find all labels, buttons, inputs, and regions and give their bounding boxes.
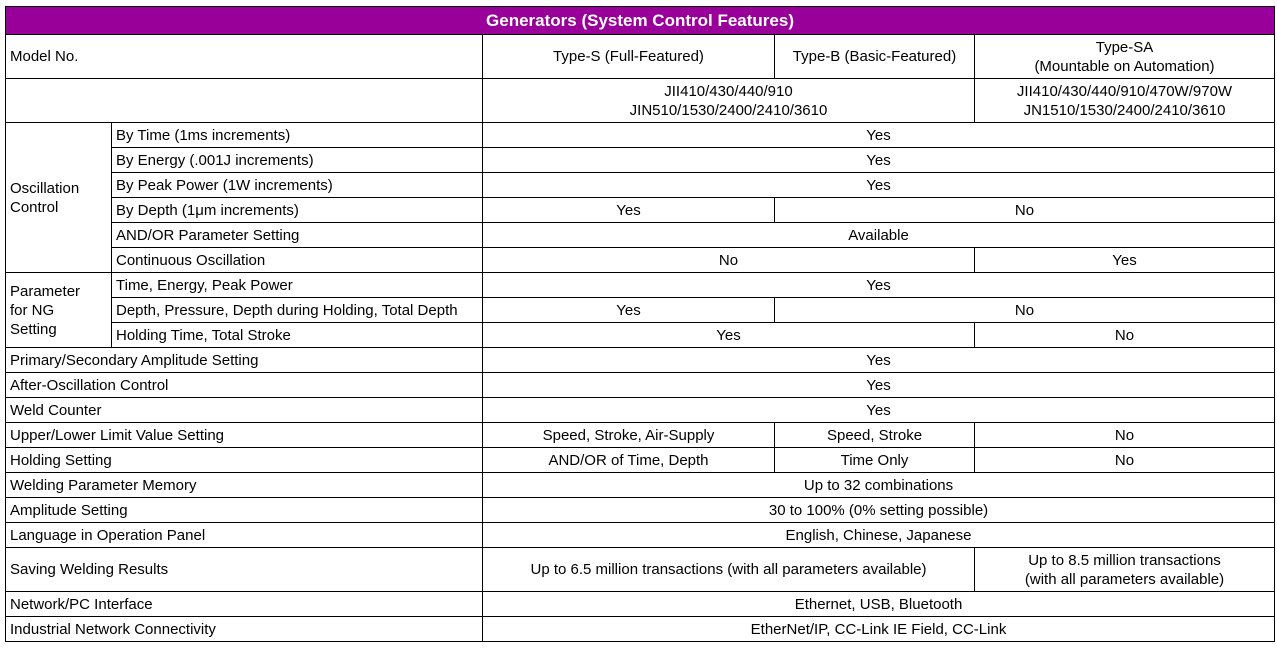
row-label: Language in Operation Panel [6,523,483,548]
row-label: By Peak Power (1W increments) [112,173,483,198]
row-label: By Time (1ms increments) [112,123,483,148]
row-value: EtherNet/IP, CC-Link IE Field, CC-Link [483,617,1275,642]
table-row [6,223,1275,248]
table-row [6,273,1275,298]
models-sa-line2: JN1510/1530/2400/2410/3610 [1023,101,1226,119]
oscillation-group-label [6,123,112,273]
table-row [6,548,1275,592]
row-label: Amplitude Setting [6,498,483,523]
row-value-s-b: Up to 6.5 million transactions (with all parameters available) [483,548,975,592]
table-row [6,523,1275,548]
row-value: 30 to 100% (0% setting possible) [483,498,1275,523]
row-label: AND/OR Parameter Setting [112,223,483,248]
row-label: Depth, Pressure, Depth during Holding, Total Depth [112,298,483,323]
row-value: Yes [483,348,1275,373]
row-value-b: Speed, Stroke [775,423,975,448]
row-label: Welding Parameter Memory [6,473,483,498]
row-label: Continuous Oscillation [112,248,483,273]
row-label: Saving Welding Results [6,548,483,592]
row-value: Yes [483,173,1275,198]
row-value-sa: No [975,323,1275,348]
saving-sa-line2: (with all parameters available) [1024,570,1225,588]
models-s-b [483,79,975,123]
type-s-header: Type-S (Full-Featured) [483,35,775,79]
row-value-s-b: Yes [483,323,975,348]
row-label: Holding Setting [6,448,483,473]
table-row [6,173,1275,198]
row-label: Primary/Secondary Amplitude Setting [6,348,483,373]
row-value-b-sa: No [775,198,1275,223]
header-row [6,35,1275,79]
row-value: Yes [483,273,1275,298]
ng-group-label [6,273,112,348]
row-label: After-Oscillation Control [6,373,483,398]
row-value-sa: No [975,423,1275,448]
row-value-s: AND/OR of Time, Depth [483,448,775,473]
models-sa [975,79,1275,123]
row-value: Yes [483,123,1275,148]
row-value: English, Chinese, Japanese [483,523,1275,548]
table-row [6,323,1275,348]
oscillation-group-line1: Oscillation [10,179,80,197]
row-value-s-b: No [483,248,975,273]
row-value: Yes [483,373,1275,398]
model-no-label: Model No. [6,35,483,79]
table-row [6,498,1275,523]
row-value: Yes [483,398,1275,423]
saving-sa-line1: Up to 8.5 million transactions [1028,551,1221,569]
table-row [6,592,1275,617]
table-row [6,373,1275,398]
spec-table [5,6,1275,642]
row-label: Time, Energy, Peak Power [112,273,483,298]
ng-group-line3: Setting [10,320,57,338]
row-value: Ethernet, USB, Bluetooth [483,592,1275,617]
table-row [6,348,1275,373]
models-empty-cell [6,79,483,123]
ng-group-line1: Parameter [10,282,81,300]
table-row [6,423,1275,448]
row-value: Yes [483,148,1275,173]
table-row [6,123,1275,148]
models-sb-line2: JIN510/1530/2400/2410/3610 [629,101,828,119]
type-b-header: Type-B (Basic-Featured) [775,35,975,79]
table-row [6,448,1275,473]
row-label: By Depth (1μm increments) [112,198,483,223]
row-label: Upper/Lower Limit Value Setting [6,423,483,448]
table-row [6,298,1275,323]
row-label: Holding Time, Total Stroke [112,323,483,348]
row-label: Weld Counter [6,398,483,423]
table-row [6,398,1275,423]
row-value-b: Time Only [775,448,975,473]
row-value-s: Yes [483,298,775,323]
row-value-b-sa: No [775,298,1275,323]
title-row [6,7,1275,35]
row-value-sa: No [975,448,1275,473]
row-value-s: Speed, Stroke, Air-Supply [483,423,775,448]
row-value: Up to 32 combinations [483,473,1275,498]
row-label: Industrial Network Connectivity [6,617,483,642]
models-sb-line1: JII410/430/440/910 [664,82,793,100]
ng-group-line2: for NG [10,301,55,319]
row-value-s: Yes [483,198,775,223]
table-row [6,198,1275,223]
table-row [6,617,1275,642]
row-label: By Energy (.001J increments) [112,148,483,173]
table-row [6,473,1275,498]
row-label: Network/PC Interface [6,592,483,617]
row-value-sa: Yes [975,248,1275,273]
models-row [6,79,1275,123]
oscillation-group-line2: Control [10,198,59,216]
row-value-sa [975,548,1275,592]
models-sa-line1: JII410/430/440/910/470W/970W [1016,82,1233,100]
type-sa-header [975,35,1275,79]
table-title: Generators (System Control Features) [6,7,1275,35]
table-row [6,248,1275,273]
row-value: Available [483,223,1275,248]
type-sa-line2: (Mountable on Automation) [1034,57,1215,75]
type-sa-line1: Type-SA [1095,38,1154,56]
table-row [6,148,1275,173]
